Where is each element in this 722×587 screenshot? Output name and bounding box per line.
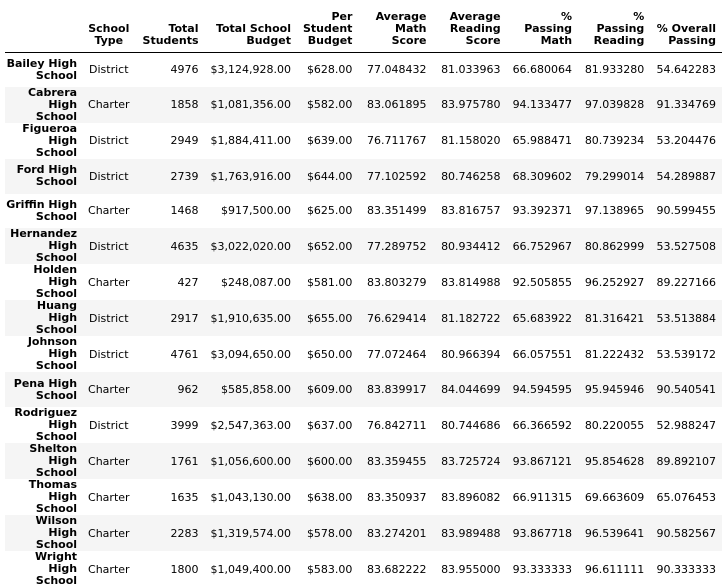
table-row — [5, 159, 722, 194]
cell-pct-reading: 80.862999 — [584, 239, 645, 253]
cell-total-students: 1761 — [170, 454, 199, 468]
cell-school-type: District — [89, 311, 129, 325]
cell-per-student-budget: $639.00 — [306, 134, 353, 148]
table-row — [5, 551, 722, 587]
school-name: Thomas High School — [28, 478, 78, 516]
cell-school-type: District — [89, 239, 129, 253]
cell-pct-math: 94.594595 — [512, 383, 573, 397]
cell-avg-reading: 80.746258 — [441, 169, 501, 183]
cell-pct-overall: 54.289887 — [656, 169, 716, 183]
cell-avg-math: 83.274201 — [367, 526, 427, 540]
table-row — [5, 264, 722, 300]
table-row — [5, 52, 722, 87]
cell-pct-reading: 81.316421 — [584, 311, 645, 325]
cell-total-budget: $3,124,928.00 — [210, 63, 291, 77]
cell-pct-overall: 65.076453 — [656, 490, 716, 504]
cell-total-students: 427 — [177, 275, 199, 289]
school-name: Wilson High School — [35, 514, 78, 552]
table-row — [5, 87, 722, 123]
cell-pct-math: 93.392371 — [512, 204, 573, 218]
cell-avg-reading: 83.955000 — [441, 562, 501, 576]
cell-total-students: 2917 — [170, 311, 199, 325]
cell-pct-reading: 97.138965 — [584, 204, 645, 218]
header-avg-reading: Average Reading Score — [433, 0, 507, 52]
cell-avg-math: 83.803279 — [367, 275, 427, 289]
table-body — [5, 52, 722, 587]
cell-pct-math: 94.133477 — [512, 98, 573, 112]
cell-avg-math: 77.072464 — [367, 347, 427, 361]
school-name: Pena High School — [13, 376, 78, 402]
cell-total-students: 4635 — [170, 239, 199, 253]
table-row — [5, 479, 722, 515]
header-pct-reading: % Passing Reading — [578, 0, 650, 52]
cell-avg-math: 83.359455 — [367, 454, 427, 468]
cell-pct-math: 65.988471 — [512, 134, 573, 148]
table-row — [5, 123, 722, 159]
cell-pct-math: 93.333333 — [512, 562, 573, 576]
header-pct-math: % Passing Math — [507, 0, 579, 52]
cell-school-type: District — [89, 418, 129, 432]
header-avg-math: Average Math Score — [358, 0, 432, 52]
cell-total-budget: $1,910,635.00 — [210, 311, 291, 325]
cell-pct-math: 93.867718 — [512, 526, 573, 540]
cell-school-type: Charter — [88, 383, 130, 397]
cell-pct-reading: 80.739234 — [584, 134, 645, 148]
cell-total-students: 1635 — [170, 490, 199, 504]
cell-pct-reading: 79.299014 — [584, 169, 645, 183]
cell-total-students: 2283 — [170, 526, 199, 540]
cell-pct-math: 92.505855 — [512, 275, 573, 289]
school-name: Ford High School — [16, 163, 78, 189]
cell-pct-overall: 54.642283 — [656, 63, 716, 77]
cell-per-student-budget: $628.00 — [306, 63, 353, 77]
cell-total-students: 1800 — [170, 562, 199, 576]
cell-pct-reading: 95.945946 — [584, 383, 645, 397]
cell-per-student-budget: $581.00 — [306, 275, 353, 289]
cell-school-type: Charter — [88, 204, 130, 218]
cell-avg-reading: 81.033963 — [441, 63, 501, 77]
cell-school-type: District — [89, 63, 129, 77]
cell-per-student-budget: $583.00 — [306, 562, 353, 576]
school-name: Holden High School — [33, 263, 78, 301]
cell-pct-overall: 53.204476 — [656, 134, 716, 148]
cell-per-student-budget: $625.00 — [306, 204, 353, 218]
cell-per-student-budget: $644.00 — [306, 169, 353, 183]
cell-avg-reading: 83.816757 — [441, 204, 501, 218]
school-name: Johnson High School — [27, 335, 78, 373]
cell-total-budget: $1,056,600.00 — [210, 454, 291, 468]
cell-total-budget: $2,547,363.00 — [210, 418, 291, 432]
cell-pct-math: 93.867121 — [512, 454, 573, 468]
cell-total-students: 1858 — [170, 98, 199, 112]
cell-avg-reading: 80.966394 — [441, 347, 501, 361]
table-row — [5, 336, 722, 372]
cell-pct-overall: 53.527508 — [656, 239, 716, 253]
school-name: Figueroa High School — [22, 121, 78, 159]
cell-total-students: 962 — [177, 383, 199, 397]
cell-school-type: Charter — [88, 98, 130, 112]
cell-per-student-budget: $609.00 — [306, 383, 353, 397]
cell-per-student-budget: $650.00 — [306, 347, 353, 361]
cell-per-student-budget: $637.00 — [306, 418, 353, 432]
school-name: Hernandez High School — [10, 227, 78, 265]
cell-avg-math: 76.842711 — [367, 418, 427, 432]
cell-avg-reading: 83.814988 — [441, 275, 501, 289]
cell-pct-math: 65.683922 — [512, 311, 573, 325]
table-header — [5, 0, 722, 52]
cell-pct-overall: 89.227166 — [656, 275, 716, 289]
cell-total-budget: $3,022,020.00 — [210, 239, 291, 253]
cell-total-students: 2739 — [170, 169, 199, 183]
table-row — [5, 372, 722, 407]
cell-avg-reading: 80.934412 — [441, 239, 501, 253]
cell-pct-reading: 96.611111 — [584, 562, 645, 576]
cell-per-student-budget: $582.00 — [306, 98, 353, 112]
cell-avg-reading: 84.044699 — [441, 383, 501, 397]
cell-avg-reading: 81.158020 — [441, 134, 501, 148]
header-row — [5, 0, 722, 52]
cell-per-student-budget: $578.00 — [306, 526, 353, 540]
cell-pct-overall: 90.582567 — [656, 526, 716, 540]
cell-avg-math: 83.839917 — [367, 383, 427, 397]
table-row — [5, 194, 722, 229]
cell-total-budget: $585,858.00 — [221, 383, 291, 397]
school-name: Cabrera High School — [27, 85, 78, 123]
cell-pct-overall: 89.892107 — [656, 454, 716, 468]
cell-pct-math: 66.680064 — [512, 63, 573, 77]
table-row — [5, 443, 722, 479]
header-pct-overall: % Overall Passing — [650, 0, 722, 52]
cell-avg-reading: 83.989488 — [441, 526, 501, 540]
cell-total-budget: $1,763,916.00 — [210, 169, 291, 183]
cell-per-student-budget: $652.00 — [306, 239, 353, 253]
cell-avg-math: 77.102592 — [367, 169, 427, 183]
table-row — [5, 300, 722, 336]
school-name: Wright High School — [34, 550, 78, 587]
cell-total-budget: $1,043,130.00 — [210, 490, 291, 504]
cell-avg-reading: 81.182722 — [441, 311, 501, 325]
cell-avg-reading: 83.725724 — [441, 454, 501, 468]
cell-pct-math: 66.752967 — [512, 239, 573, 253]
cell-total-budget: $1,884,411.00 — [210, 134, 291, 148]
cell-total-budget: $1,081,356.00 — [210, 98, 291, 112]
cell-pct-reading: 96.539641 — [584, 526, 645, 540]
cell-avg-reading: 83.975780 — [441, 98, 501, 112]
cell-pct-math: 66.366592 — [512, 418, 573, 432]
cell-avg-math: 76.629414 — [367, 311, 427, 325]
school-name: Griffin High School — [6, 197, 78, 223]
cell-pct-math: 66.911315 — [512, 490, 573, 504]
cell-total-students: 1468 — [170, 204, 199, 218]
school-name: Bailey High School — [6, 56, 78, 82]
cell-total-students: 4976 — [170, 63, 199, 77]
table-row — [5, 407, 722, 443]
cell-pct-math: 66.057551 — [512, 347, 573, 361]
cell-avg-math: 77.289752 — [367, 239, 427, 253]
table-row — [5, 515, 722, 551]
cell-avg-math: 83.682222 — [367, 562, 427, 576]
cell-avg-reading: 80.744686 — [441, 418, 501, 432]
cell-pct-reading: 81.933280 — [584, 63, 645, 77]
cell-school-type: District — [89, 169, 129, 183]
cell-pct-reading: 81.222432 — [584, 347, 645, 361]
cell-pct-math: 68.309602 — [512, 169, 573, 183]
cell-pct-reading: 96.252927 — [584, 275, 645, 289]
cell-total-students: 2949 — [170, 134, 199, 148]
cell-school-type: District — [89, 347, 129, 361]
cell-school-type: Charter — [88, 526, 130, 540]
school-name: Shelton High School — [29, 442, 78, 480]
cell-per-student-budget: $655.00 — [306, 311, 353, 325]
cell-pct-overall: 53.513884 — [656, 311, 716, 325]
cell-total-students: 4761 — [170, 347, 199, 361]
cell-school-type: Charter — [88, 490, 130, 504]
header-school-type: School Type — [81, 0, 136, 52]
cell-pct-overall: 53.539172 — [656, 347, 716, 361]
cell-avg-math: 83.351499 — [367, 204, 427, 218]
cell-total-budget: $248,087.00 — [221, 275, 291, 289]
cell-avg-reading: 83.896082 — [441, 490, 501, 504]
school-summary-table — [5, 0, 722, 587]
cell-total-budget: $3,094,650.00 — [210, 347, 291, 361]
table-row — [5, 228, 722, 264]
school-name: Huang High School — [35, 299, 78, 337]
cell-pct-reading: 80.220055 — [584, 418, 645, 432]
cell-avg-math: 76.711767 — [367, 134, 427, 148]
cell-pct-reading: 97.039828 — [584, 98, 645, 112]
cell-avg-math: 77.048432 — [367, 63, 427, 77]
school-name: Rodriguez High School — [14, 406, 78, 444]
header-total-students: Total Students — [137, 0, 205, 52]
index-header — [5, 0, 81, 52]
cell-total-budget: $1,319,574.00 — [210, 526, 291, 540]
cell-pct-overall: 90.333333 — [656, 562, 716, 576]
cell-school-type: District — [89, 134, 129, 148]
cell-pct-overall: 91.334769 — [656, 98, 716, 112]
cell-per-student-budget: $638.00 — [306, 490, 353, 504]
cell-avg-math: 83.350937 — [367, 490, 427, 504]
cell-school-type: Charter — [88, 275, 130, 289]
cell-total-budget: $1,049,400.00 — [210, 562, 291, 576]
header-per-student-budget: Per Student Budget — [297, 0, 358, 52]
cell-total-budget: $917,500.00 — [221, 204, 291, 218]
cell-pct-reading: 95.854628 — [584, 454, 645, 468]
cell-avg-math: 83.061895 — [367, 98, 427, 112]
cell-pct-overall: 52.988247 — [656, 418, 716, 432]
cell-per-student-budget: $600.00 — [306, 454, 353, 468]
cell-pct-overall: 90.599455 — [656, 204, 716, 218]
cell-pct-reading: 69.663609 — [584, 490, 645, 504]
cell-total-students: 3999 — [170, 418, 199, 432]
header-total-budget: Total School Budget — [205, 0, 297, 52]
cell-school-type: Charter — [88, 454, 130, 468]
cell-school-type: Charter — [88, 562, 130, 576]
cell-pct-overall: 90.540541 — [656, 383, 716, 397]
